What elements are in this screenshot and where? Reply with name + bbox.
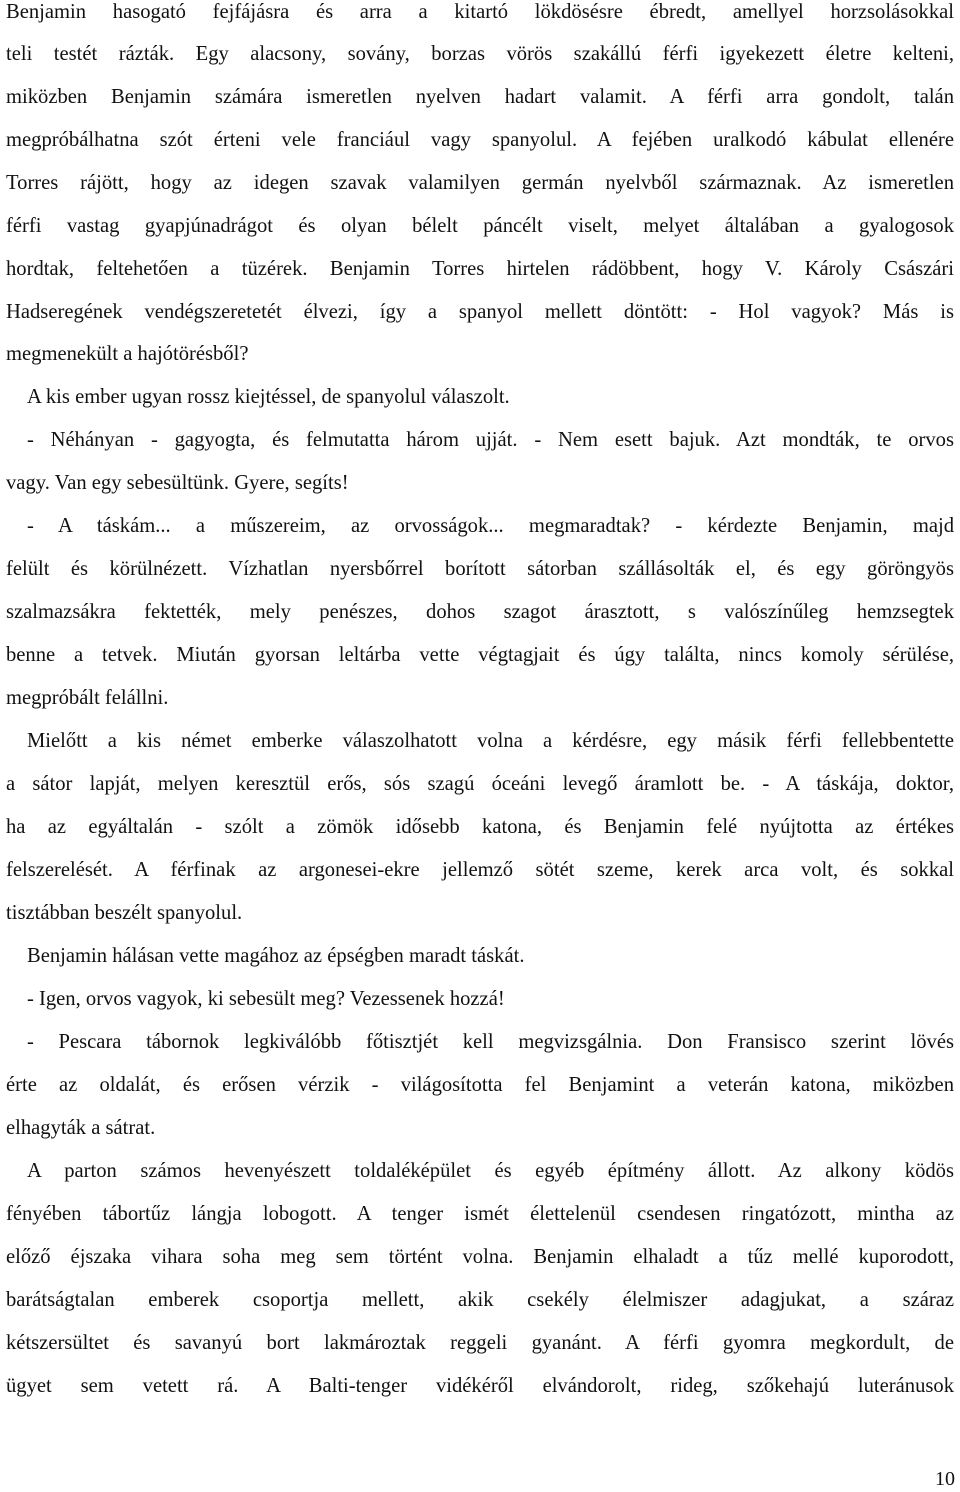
page-number: 10 bbox=[935, 1468, 955, 1490]
text-line: megpróbálhatna szót érteni vele franciául vagy spanyolul. A fejében uralkodó kábulat ellenére bbox=[6, 129, 954, 151]
text-line: felszerelését. A férfinak az argonesei-ekre jellemző sötét szeme, kerek arca volt, és sokkal bbox=[6, 859, 954, 881]
text-line: elhagyták a sátrat. bbox=[6, 1117, 156, 1139]
text-line: érte az oldalát, és erősen vérzik - világosította fel Benjamint a veterán katona, miközben bbox=[6, 1074, 954, 1096]
text-line: teli testét rázták. Egy alacsony, sovány, borzas vörös szakállú férfi igyekezett életre kelteni, bbox=[6, 43, 954, 65]
text-line: szalmazsákra fektették, mely penészes, dohos szagot árasztott, s valószínűleg hemzsegtek bbox=[6, 601, 954, 623]
text-line: - A táskám... a műszereim, az orvosságok... megmaradtak? - kérdezte Benjamin, majd bbox=[27, 515, 954, 537]
text-line: fényében tábortűz lángja lobogott. A tenger ismét élettelenül csendesen ringatózott, mintha az bbox=[6, 1203, 954, 1225]
text-line: a sátor lapját, melyen keresztül erős, sós szagú óceáni levegő áramlott be. - A táskája, doktor, bbox=[6, 773, 954, 795]
text-line: férfi vastag gyapjúnadrágot és olyan bélelt páncélt viselt, melyet általában a gyalogosok bbox=[6, 215, 954, 237]
text-line: miközben Benjamin számára ismeretlen nyelven hadart valamit. A férfi arra gondolt, talán bbox=[6, 86, 954, 108]
text-line: megpróbált felállni. bbox=[6, 687, 169, 709]
text-line: Benjamin hasogató fejfájásra és arra a kitartó lökdösésre ébredt, amellyel horzsolásokkal bbox=[6, 1, 954, 23]
text-line: tisztábban beszélt spanyolul. bbox=[6, 902, 243, 924]
text-line: Benjamin hálásan vette magához az épségben maradt táskát. bbox=[27, 945, 525, 967]
text-line: A parton számos hevenyészett toldaléképület és egyéb építmény állott. Az alkony ködös bbox=[27, 1160, 954, 1182]
text-line: - Pescara tábornok legkiválóbb főtisztjét kell megvizsgálnia. Don Fransisco szerint lövés bbox=[27, 1031, 954, 1053]
text-line: hordtak, feltehetően a tüzérek. Benjamin Torres hirtelen rádöbbent, hogy V. Károly Császári bbox=[6, 258, 954, 280]
text-line: kétszersültet és savanyú bort lakmároztak reggeli gyanánt. A férfi gyomra megkordult, de bbox=[6, 1332, 954, 1354]
text-line: Mielőtt a kis német emberke válaszolhatott volna a kérdésre, egy másik férfi fellebbentette bbox=[27, 730, 954, 752]
text-line: előző éjszaka vihara soha meg sem történt volna. Benjamin elhaladt a tűz mellé kuporodott, bbox=[6, 1246, 954, 1268]
text-line: A kis ember ugyan rossz kiejtéssel, de spanyolul válaszolt. bbox=[27, 386, 510, 408]
text-line: Hadseregének vendégszeretetét élvezi, így a spanyol mellett döntött: - Hol vagyok? Más is bbox=[6, 301, 954, 323]
text-line: - Néhányan - gagyogta, és felmutatta három ujját. - Nem esett bajuk. Azt mondták, te orvos bbox=[27, 429, 954, 451]
text-line: ha az egyáltalán - szólt a zömök idősebb katona, és Benjamin felé nyújtotta az értékes bbox=[6, 816, 954, 838]
text-line: Torres rájött, hogy az idegen szavak valamilyen germán nyelvből származnak. Az ismeretlen bbox=[6, 172, 954, 194]
text-line: benne a tetvek. Miután gyorsan leltárba vette végtagjait és úgy találta, nincs komoly sérülése, bbox=[6, 644, 954, 666]
text-line: vagy. Van egy sebesültünk. Gyere, segíts! bbox=[6, 472, 349, 494]
text-line: ügyet sem vetett rá. A Balti-tenger vidékéről elvándorolt, rideg, szőkehajú luteránusok bbox=[6, 1375, 954, 1397]
text-line: megmenekült a hajótörésből? bbox=[6, 343, 249, 365]
text-line: barátságtalan emberek csoportja mellett, akik csekély élelmiszer adagjukat, a száraz bbox=[6, 1289, 954, 1311]
text-line: - Igen, orvos vagyok, ki sebesült meg? Vezessenek hozzá! bbox=[27, 988, 505, 1010]
text-line: felült és körülnézett. Vízhatlan nyersbőrrel borított sátorban szállásolták el, és egy göröngyös bbox=[6, 558, 954, 580]
